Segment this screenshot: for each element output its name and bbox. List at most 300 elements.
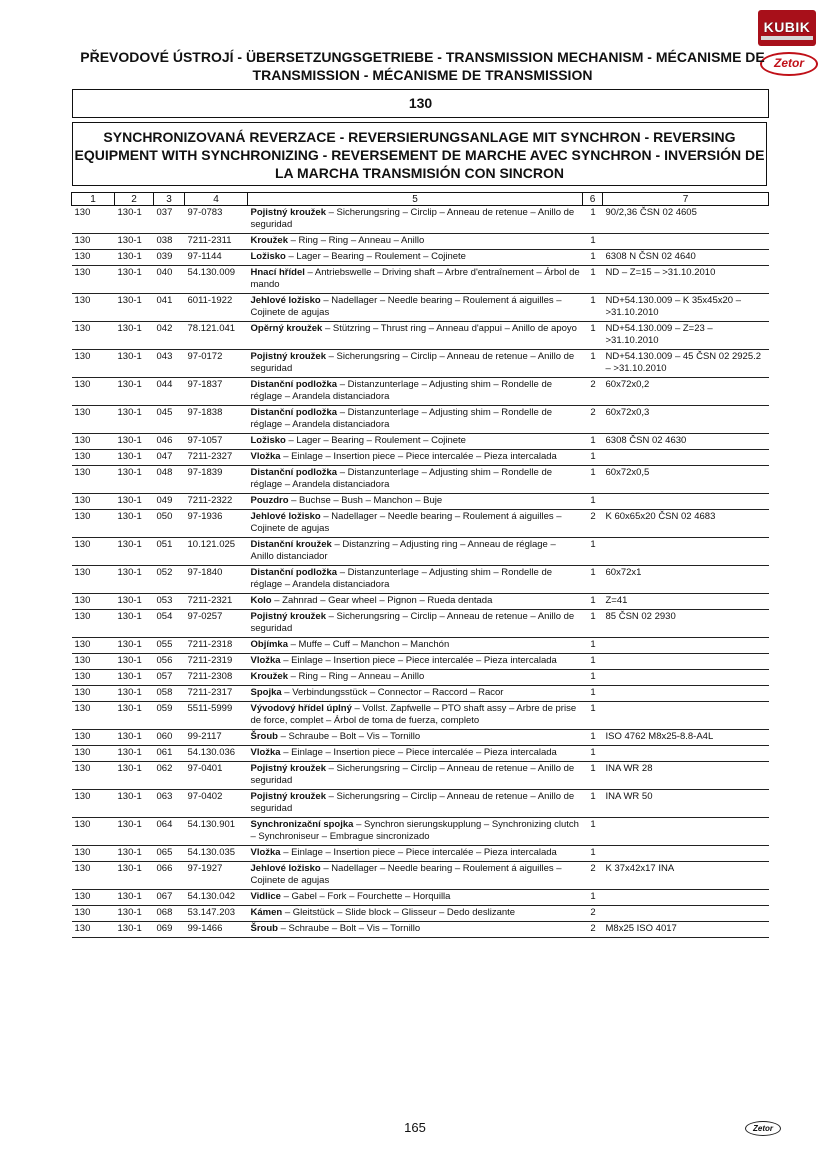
cell-note: ND – Z=15 – >31.10.2010 bbox=[603, 266, 769, 294]
part-name-czech: Hnací hřídel bbox=[250, 267, 305, 278]
cell-description bbox=[248, 702, 583, 730]
cell-note: 60x72x0,5 bbox=[603, 466, 769, 494]
cell-subgroup: 130-1 bbox=[115, 818, 154, 846]
cell-quantity: 1 bbox=[583, 250, 603, 266]
cell-quantity: 2 bbox=[583, 862, 603, 890]
cell-position: 054 bbox=[154, 610, 185, 638]
table-row bbox=[72, 450, 769, 466]
cell-note: Z=41 bbox=[603, 594, 769, 610]
cell-group: 130 bbox=[72, 566, 115, 594]
part-name-czech: Pouzdro bbox=[250, 495, 289, 506]
table-row bbox=[72, 730, 769, 746]
part-name-czech: Kámen bbox=[250, 907, 283, 918]
cell-part-number: 7211-2318 bbox=[185, 638, 248, 654]
cell-subgroup: 130-1 bbox=[115, 846, 154, 862]
cell-group: 130 bbox=[72, 466, 115, 494]
cell-note: ND+54.130.009 – K 35x45x20 – >31.10.2010 bbox=[603, 294, 769, 322]
table-row bbox=[72, 890, 769, 906]
cell-position: 063 bbox=[154, 790, 185, 818]
cell-quantity: 1 bbox=[583, 234, 603, 250]
cell-subgroup: 130-1 bbox=[115, 206, 154, 234]
table-row bbox=[72, 350, 769, 378]
cell-position: 058 bbox=[154, 686, 185, 702]
cell-description bbox=[248, 790, 583, 818]
part-name-czech: Distanční podložka bbox=[250, 567, 338, 578]
part-name-translations: – Sicherungsring – Circlip – Anneau de retenue – Anillo de seguridad bbox=[250, 351, 575, 374]
part-name-czech: Pojistný kroužek bbox=[250, 611, 326, 622]
cell-quantity: 1 bbox=[583, 670, 603, 686]
cell-position: 056 bbox=[154, 654, 185, 670]
cell-part-number: 7211-2322 bbox=[185, 494, 248, 510]
kubik-logo-band bbox=[761, 36, 813, 40]
cell-position: 060 bbox=[154, 730, 185, 746]
part-name-translations: – Distanzunterlage – Adjusting shim – Rondelle de réglage – Arandela distanciadora bbox=[250, 407, 553, 430]
cell-part-number: 7211-2321 bbox=[185, 594, 248, 610]
cell-note: 6308 ČSN 02 4630 bbox=[603, 434, 769, 450]
table-row bbox=[72, 638, 769, 654]
cell-position: 068 bbox=[154, 906, 185, 922]
part-name-czech: Pojistný kroužek bbox=[250, 763, 326, 774]
cell-quantity: 1 bbox=[583, 494, 603, 510]
cell-subgroup: 130-1 bbox=[115, 538, 154, 566]
cell-subgroup: 130-1 bbox=[115, 434, 154, 450]
cell-note: INA WR 50 bbox=[603, 790, 769, 818]
table-row bbox=[72, 406, 769, 434]
part-name-translations: – Gabel – Fork – Fourchette – Horquilla bbox=[280, 891, 451, 902]
cell-subgroup: 130-1 bbox=[115, 670, 154, 686]
page-title bbox=[70, 48, 775, 84]
cell-part-number: 7211-2317 bbox=[185, 686, 248, 702]
cell-group: 130 bbox=[72, 890, 115, 906]
cell-position: 055 bbox=[154, 638, 185, 654]
cell-part-number: 53.147.203 bbox=[185, 906, 248, 922]
cell-group: 130 bbox=[72, 406, 115, 434]
cell-position: 044 bbox=[154, 378, 185, 406]
cell-part-number: 54.130.036 bbox=[185, 746, 248, 762]
cell-quantity: 2 bbox=[583, 906, 603, 922]
cell-subgroup: 130-1 bbox=[115, 466, 154, 494]
table-row bbox=[72, 494, 769, 510]
cell-position: 049 bbox=[154, 494, 185, 510]
cell-part-number: 97-1837 bbox=[185, 378, 248, 406]
cell-part-number: 97-1144 bbox=[185, 250, 248, 266]
cell-part-number: 99-1466 bbox=[185, 922, 248, 938]
kubik-logo-text: KUBIK bbox=[763, 19, 811, 35]
cell-description bbox=[248, 890, 583, 906]
cell-part-number: 54.130.901 bbox=[185, 818, 248, 846]
cell-part-number: 99-2117 bbox=[185, 730, 248, 746]
part-name-translations: – Einlage – Insertion piece – Piece intercalée – Pieza intercalada bbox=[280, 847, 557, 858]
cell-group: 130 bbox=[72, 686, 115, 702]
part-name-translations: – Schraube – Bolt – Vis – Tornillo bbox=[277, 923, 421, 934]
cell-description bbox=[248, 686, 583, 702]
group-number: 130 bbox=[72, 89, 769, 118]
cell-note: ND+54.130.009 – 45 ČSN 02 2925.2 – >31.10.2010 bbox=[603, 350, 769, 378]
part-name-translations: – Zahnrad – Gear wheel – Pignon – Rueda dentada bbox=[271, 595, 493, 606]
cell-part-number: 97-1927 bbox=[185, 862, 248, 890]
column-header: 7 bbox=[603, 193, 769, 206]
table-row bbox=[72, 466, 769, 494]
cell-part-number: 97-1838 bbox=[185, 406, 248, 434]
cell-note: ISO 4762 M8x25-8.8-A4L bbox=[603, 730, 769, 746]
cell-group: 130 bbox=[72, 538, 115, 566]
cell-description bbox=[248, 234, 583, 250]
part-name-czech: Vložka bbox=[250, 655, 281, 666]
cell-description bbox=[248, 862, 583, 890]
cell-group: 130 bbox=[72, 294, 115, 322]
table-row bbox=[72, 594, 769, 610]
column-header: 4 bbox=[185, 193, 248, 206]
cell-position: 037 bbox=[154, 206, 185, 234]
subtitle-line1: SYNCHRONIZOVANÁ REVERZACE - REVERSIERUNGSANLAGE MIT SYNCHRON - REVERSING bbox=[103, 129, 736, 145]
cell-description bbox=[248, 670, 583, 686]
subtitle-line2: EQUIPMENT WITH SYNCHRONIZING - REVERSEMENT DE MARCHE AVEC SYNCHRON - INVERSIÓN DE bbox=[74, 147, 765, 163]
cell-position: 061 bbox=[154, 746, 185, 762]
cell-position: 059 bbox=[154, 702, 185, 730]
part-name-translations: – Ring – Ring – Anneau – Anillo bbox=[287, 671, 425, 682]
cell-position: 052 bbox=[154, 566, 185, 594]
table-row bbox=[72, 862, 769, 890]
table-row bbox=[72, 250, 769, 266]
part-name-translations: – Schraube – Bolt – Vis – Tornillo bbox=[277, 731, 421, 742]
cell-note bbox=[603, 702, 769, 730]
column-header: 3 bbox=[154, 193, 185, 206]
cell-description bbox=[248, 566, 583, 594]
cell-subgroup: 130-1 bbox=[115, 234, 154, 250]
cell-description bbox=[248, 322, 583, 350]
cell-part-number: 7211-2327 bbox=[185, 450, 248, 466]
table-row bbox=[72, 818, 769, 846]
cell-note: 85 ČSN 02 2930 bbox=[603, 610, 769, 638]
table-row bbox=[72, 686, 769, 702]
cell-group: 130 bbox=[72, 610, 115, 638]
cell-quantity: 1 bbox=[583, 610, 603, 638]
cell-position: 041 bbox=[154, 294, 185, 322]
cell-quantity: 1 bbox=[583, 686, 603, 702]
part-name-czech: Vývodový hřídel úplný bbox=[250, 703, 352, 714]
cell-description bbox=[248, 494, 583, 510]
cell-description bbox=[248, 730, 583, 746]
cell-quantity: 1 bbox=[583, 594, 603, 610]
column-header: 2 bbox=[115, 193, 154, 206]
cell-part-number: 54.130.042 bbox=[185, 890, 248, 906]
table-row bbox=[72, 538, 769, 566]
cell-quantity: 1 bbox=[583, 790, 603, 818]
cell-subgroup: 130-1 bbox=[115, 702, 154, 730]
cell-description bbox=[248, 434, 583, 450]
part-name-czech: Distanční kroužek bbox=[250, 539, 332, 550]
cell-subgroup: 130-1 bbox=[115, 494, 154, 510]
cell-group: 130 bbox=[72, 250, 115, 266]
cell-part-number: 6011-1922 bbox=[185, 294, 248, 322]
part-name-czech: Distanční podložka bbox=[250, 379, 338, 390]
table-row bbox=[72, 790, 769, 818]
cell-group: 130 bbox=[72, 350, 115, 378]
table-row bbox=[72, 266, 769, 294]
cell-subgroup: 130-1 bbox=[115, 654, 154, 670]
cell-part-number: 54.130.035 bbox=[185, 846, 248, 862]
subtitle-line3: LA MARCHA TRANSMISIÓN CON SINCRON bbox=[274, 165, 565, 181]
parts-table bbox=[71, 192, 769, 938]
part-name-czech: Kroužek bbox=[250, 671, 288, 682]
table-row bbox=[72, 322, 769, 350]
part-name-translations: – Sicherungsring – Circlip – Anneau de retenue – Anillo de seguridad bbox=[250, 611, 575, 634]
part-name-czech: Jehlové ložisko bbox=[250, 511, 321, 522]
page-number: 165 bbox=[404, 1120, 426, 1135]
part-name-translations: – Sicherungsring – Circlip – Anneau de retenue – Anillo de seguridad bbox=[250, 763, 575, 786]
cell-description bbox=[248, 906, 583, 922]
cell-note bbox=[603, 638, 769, 654]
cell-subgroup: 130-1 bbox=[115, 610, 154, 638]
part-name-czech: Jehlové ložisko bbox=[250, 863, 321, 874]
table-row bbox=[72, 762, 769, 790]
table-row bbox=[72, 610, 769, 638]
cell-group: 130 bbox=[72, 790, 115, 818]
cell-description bbox=[248, 350, 583, 378]
part-name-czech: Šroub bbox=[250, 731, 278, 742]
cell-position: 046 bbox=[154, 434, 185, 450]
cell-description bbox=[248, 378, 583, 406]
cell-quantity: 1 bbox=[583, 350, 603, 378]
cell-note bbox=[603, 538, 769, 566]
part-name-czech: Pojistný kroužek bbox=[250, 351, 326, 362]
part-name-czech: Synchronizační spojka bbox=[250, 819, 354, 830]
cell-group: 130 bbox=[72, 434, 115, 450]
cell-description bbox=[248, 450, 583, 466]
part-name-translations: – Lager – Bearing – Roulement – Cojinete bbox=[285, 435, 466, 446]
cell-description bbox=[248, 206, 583, 234]
page-title-line1: PŘEVODOVÉ ÚSTROJÍ - ÜBERSETZUNGSGETRIEBE - TRANSMISSION MECHANISM - MÉCANISME DE bbox=[80, 49, 765, 65]
cell-note: K 37x42x17 INA bbox=[603, 862, 769, 890]
cell-subgroup: 130-1 bbox=[115, 790, 154, 818]
cell-quantity: 1 bbox=[583, 434, 603, 450]
cell-subgroup: 130-1 bbox=[115, 686, 154, 702]
cell-group: 130 bbox=[72, 450, 115, 466]
cell-part-number: 97-0402 bbox=[185, 790, 248, 818]
part-name-translations: – Verbindungsstück – Connector – Raccord – Racor bbox=[281, 687, 504, 698]
table-row bbox=[72, 654, 769, 670]
part-name-czech: Distanční podložka bbox=[250, 467, 338, 478]
cell-group: 130 bbox=[72, 234, 115, 250]
cell-part-number: 10.121.025 bbox=[185, 538, 248, 566]
cell-quantity: 1 bbox=[583, 566, 603, 594]
cell-position: 067 bbox=[154, 890, 185, 906]
cell-group: 130 bbox=[72, 322, 115, 350]
part-name-czech: Kolo bbox=[250, 595, 272, 606]
part-name-translations: – Nadellager – Needle bearing – Roulement á aiguilles – Cojinete de agujas bbox=[250, 511, 562, 534]
cell-note: 6308 N ČSN 02 4640 bbox=[603, 250, 769, 266]
part-name-czech: Pojistný kroužek bbox=[250, 791, 326, 802]
cell-position: 057 bbox=[154, 670, 185, 686]
part-name-czech: Vložka bbox=[250, 747, 281, 758]
zetor-logo: Zetor bbox=[760, 52, 818, 76]
part-name-translations: – Sicherungsring – Circlip – Anneau de retenue – Anillo de seguridad bbox=[250, 791, 575, 814]
part-name-translations: – Distanzunterlage – Adjusting shim – Rondelle de réglage – Arandela distanciadora bbox=[250, 379, 553, 402]
cell-position: 050 bbox=[154, 510, 185, 538]
cell-position: 065 bbox=[154, 846, 185, 862]
cell-subgroup: 130-1 bbox=[115, 510, 154, 538]
cell-quantity: 1 bbox=[583, 322, 603, 350]
cell-note: INA WR 28 bbox=[603, 762, 769, 790]
cell-group: 130 bbox=[72, 922, 115, 938]
table-row bbox=[72, 294, 769, 322]
cell-quantity: 2 bbox=[583, 406, 603, 434]
part-name-translations: – Nadellager – Needle bearing – Roulement á aiguilles – Cojinete de agujas bbox=[250, 863, 562, 886]
table-row bbox=[72, 566, 769, 594]
part-name-translations: – Synchron sierungskupplung – Synchronizing clutch – Synchroniseur – Embrague sincronizado bbox=[250, 819, 579, 842]
cell-position: 042 bbox=[154, 322, 185, 350]
column-header: 1 bbox=[72, 193, 115, 206]
cell-part-number: 97-1840 bbox=[185, 566, 248, 594]
cell-description bbox=[248, 294, 583, 322]
part-name-czech: Objímka bbox=[250, 639, 288, 650]
part-name-translations: – Lager – Bearing – Roulement – Cojinete bbox=[285, 251, 466, 262]
cell-quantity: 1 bbox=[583, 890, 603, 906]
table-row bbox=[72, 846, 769, 862]
cell-quantity: 1 bbox=[583, 294, 603, 322]
section-subtitle bbox=[72, 122, 767, 186]
cell-description bbox=[248, 846, 583, 862]
column-header: 6 bbox=[583, 193, 603, 206]
cell-position: 064 bbox=[154, 818, 185, 846]
cell-description bbox=[248, 466, 583, 494]
cell-subgroup: 130-1 bbox=[115, 890, 154, 906]
part-name-czech: Vložka bbox=[250, 451, 281, 462]
cell-note bbox=[603, 890, 769, 906]
cell-group: 130 bbox=[72, 654, 115, 670]
cell-position: 062 bbox=[154, 762, 185, 790]
cell-quantity: 1 bbox=[583, 702, 603, 730]
cell-note: 90/2,36 ČSN 02 4605 bbox=[603, 206, 769, 234]
cell-description bbox=[248, 406, 583, 434]
cell-description bbox=[248, 818, 583, 846]
cell-group: 130 bbox=[72, 862, 115, 890]
cell-position: 043 bbox=[154, 350, 185, 378]
cell-description bbox=[248, 746, 583, 762]
cell-part-number: 54.130.009 bbox=[185, 266, 248, 294]
cell-group: 130 bbox=[72, 818, 115, 846]
cell-group: 130 bbox=[72, 638, 115, 654]
cell-note: M8x25 ISO 4017 bbox=[603, 922, 769, 938]
table-row bbox=[72, 378, 769, 406]
part-name-czech: Kroužek bbox=[250, 235, 288, 246]
table-header-row bbox=[72, 193, 769, 206]
cell-note: K 60x65x20 ČSN 02 4683 bbox=[603, 510, 769, 538]
cell-note: 60x72x0,3 bbox=[603, 406, 769, 434]
part-name-translations: – Ring – Ring – Anneau – Anillo bbox=[287, 235, 425, 246]
cell-subgroup: 130-1 bbox=[115, 322, 154, 350]
cell-quantity: 1 bbox=[583, 450, 603, 466]
cell-note: 60x72x1 bbox=[603, 566, 769, 594]
part-name-translations: – Stützring – Thrust ring – Anneau d'appui – Anillo de apoyo bbox=[322, 323, 577, 334]
cell-group: 130 bbox=[72, 670, 115, 686]
cell-subgroup: 130-1 bbox=[115, 266, 154, 294]
cell-part-number: 7211-2308 bbox=[185, 670, 248, 686]
cell-subgroup: 130-1 bbox=[115, 450, 154, 466]
part-name-translations: – Sicherungsring – Circlip – Anneau de retenue – Anillo de seguridad bbox=[250, 207, 575, 230]
cell-part-number: 7211-2319 bbox=[185, 654, 248, 670]
page-title-line2: TRANSMISSION - MÉCANISME DE TRANSMISSION bbox=[252, 67, 593, 83]
cell-group: 130 bbox=[72, 378, 115, 406]
cell-quantity: 2 bbox=[583, 510, 603, 538]
cell-description bbox=[248, 762, 583, 790]
cell-position: 040 bbox=[154, 266, 185, 294]
cell-part-number: 5511-5999 bbox=[185, 702, 248, 730]
cell-position: 045 bbox=[154, 406, 185, 434]
cell-note bbox=[603, 686, 769, 702]
cell-subgroup: 130-1 bbox=[115, 350, 154, 378]
cell-quantity: 1 bbox=[583, 266, 603, 294]
cell-part-number: 97-1839 bbox=[185, 466, 248, 494]
cell-description bbox=[248, 654, 583, 670]
table-row bbox=[72, 206, 769, 234]
cell-note: ND+54.130.009 – Z=23 – >31.10.2010 bbox=[603, 322, 769, 350]
cell-quantity: 2 bbox=[583, 922, 603, 938]
part-name-translations: – Vollst. Zapfwelle – PTO shaft assy – Arbre de prise de force, complet – Árbol de toma de fuerza, completo bbox=[250, 703, 577, 726]
cell-group: 130 bbox=[72, 906, 115, 922]
cell-part-number: 97-0172 bbox=[185, 350, 248, 378]
part-name-czech: Vložka bbox=[250, 847, 281, 858]
cell-quantity: 1 bbox=[583, 730, 603, 746]
cell-position: 039 bbox=[154, 250, 185, 266]
cell-note bbox=[603, 906, 769, 922]
cell-description bbox=[248, 510, 583, 538]
part-name-czech: Pojistný kroužek bbox=[250, 207, 326, 218]
part-name-translations: – Antriebswelle – Driving shaft – Arbre d'entraînement – Árbol de mando bbox=[250, 267, 580, 290]
cell-note bbox=[603, 818, 769, 846]
cell-note: 60x72x0,2 bbox=[603, 378, 769, 406]
cell-group: 130 bbox=[72, 510, 115, 538]
part-name-czech: Spojka bbox=[250, 687, 282, 698]
cell-group: 130 bbox=[72, 494, 115, 510]
cell-group: 130 bbox=[72, 594, 115, 610]
part-name-translations: – Distanzunterlage – Adjusting shim – Rondelle de réglage – Arandela distanciadora bbox=[250, 567, 553, 590]
part-name-czech: Ložisko bbox=[250, 435, 286, 446]
cell-position: 051 bbox=[154, 538, 185, 566]
cell-description bbox=[248, 922, 583, 938]
table-row bbox=[72, 922, 769, 938]
cell-description bbox=[248, 610, 583, 638]
cell-quantity: 2 bbox=[583, 378, 603, 406]
cell-position: 038 bbox=[154, 234, 185, 250]
cell-quantity: 1 bbox=[583, 538, 603, 566]
part-name-translations: – Einlage – Insertion piece – Piece intercalée – Pieza intercalada bbox=[280, 747, 557, 758]
cell-note bbox=[603, 234, 769, 250]
part-name-translations: – Muffe – Cuff – Manchon – Manchón bbox=[288, 639, 450, 650]
cell-part-number: 7211-2311 bbox=[185, 234, 248, 250]
cell-group: 130 bbox=[72, 206, 115, 234]
cell-subgroup: 130-1 bbox=[115, 594, 154, 610]
cell-note bbox=[603, 654, 769, 670]
cell-note bbox=[603, 746, 769, 762]
cell-description bbox=[248, 638, 583, 654]
cell-quantity: 1 bbox=[583, 654, 603, 670]
cell-group: 130 bbox=[72, 746, 115, 762]
zetor-footer-logo: Zetor bbox=[745, 1121, 781, 1136]
part-name-translations: – Distanzring – Adjusting ring – Anneau de réglage – Anillo distanciador bbox=[250, 539, 556, 562]
cell-group: 130 bbox=[72, 762, 115, 790]
cell-position: 069 bbox=[154, 922, 185, 938]
table-row bbox=[72, 670, 769, 686]
cell-quantity: 1 bbox=[583, 762, 603, 790]
cell-group: 130 bbox=[72, 702, 115, 730]
cell-position: 048 bbox=[154, 466, 185, 494]
part-name-czech: Šroub bbox=[250, 923, 278, 934]
cell-subgroup: 130-1 bbox=[115, 566, 154, 594]
table-row bbox=[72, 906, 769, 922]
cell-quantity: 1 bbox=[583, 638, 603, 654]
cell-description bbox=[248, 538, 583, 566]
